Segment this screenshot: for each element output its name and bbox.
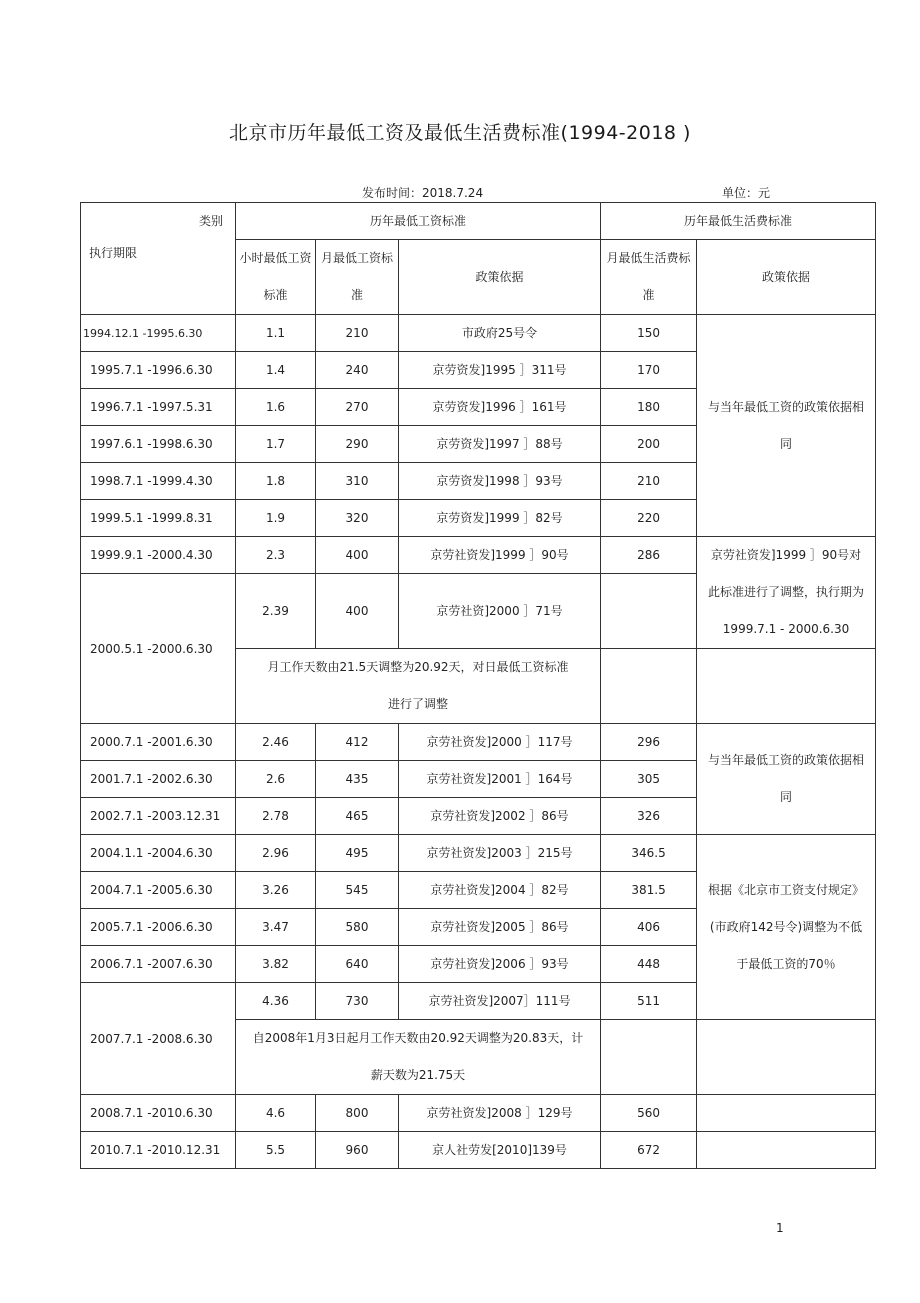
monthly-cell: 545 <box>316 872 399 909</box>
hourly-cell: 2.39 <box>236 574 316 649</box>
period-cell: 1998.7.1 -1999.4.30 <box>81 463 236 500</box>
monthly-cell: 400 <box>316 574 399 649</box>
monthly-cell: 960 <box>316 1132 399 1169</box>
living-policy-cell: 根据《北京市工资支付规定》(市政府142号令)调整为不低于最低工资的70％ <box>697 835 876 1020</box>
living-cell: 672 <box>601 1132 697 1169</box>
policy-cell: 京劳社资发]2008 ］129号 <box>399 1095 601 1132</box>
living-group-header: 历年最低生活费标准 <box>601 203 876 240</box>
monthly-cell: 240 <box>316 352 399 389</box>
living-policy-cell: 与当年最低工资的政策依据相同 <box>697 724 876 835</box>
unit-label: 单位：元 <box>722 186 771 200</box>
period-cell: 2000.5.1 -2000.6.30 <box>81 574 236 724</box>
living-policy-cell: 与当年最低工资的政策依据相同 <box>697 315 876 537</box>
hourly-cell: 1.7 <box>236 426 316 463</box>
wage-table <box>80 202 876 1169</box>
hourly-header: 小时最低工资标准 <box>236 240 316 315</box>
period-cell: 2004.1.1 -2004.6.30 <box>81 835 236 872</box>
policy-cell: 京人社劳发[2010]139号 <box>399 1132 601 1169</box>
hourly-cell: 2.78 <box>236 798 316 835</box>
living-cell: 346.5 <box>601 835 697 872</box>
monthly-cell: 412 <box>316 724 399 761</box>
note-cell: 月工作天数由21.5天调整为20.92天，对日最低工资标准进行了调整 <box>236 649 601 724</box>
policy-cell: 京劳资发]1997 ］88号 <box>399 426 601 463</box>
living-cell: 170 <box>601 352 697 389</box>
hourly-cell: 1.9 <box>236 500 316 537</box>
period-cell: 1995.7.1 -1996.6.30 <box>81 352 236 389</box>
monthly-cell: 730 <box>316 983 399 1020</box>
table-row <box>81 835 876 872</box>
policy-cell: 京劳社资发]2000 ］117号 <box>399 724 601 761</box>
policy-cell: 京劳社资发]2005 ］86号 <box>399 909 601 946</box>
policy-cell: 京劳资发]1995 ］311号 <box>399 352 601 389</box>
living-cell: 381.5 <box>601 872 697 909</box>
note-cell: 自2008年1月3日起月工作天数由20.92天调整为20.83天，计薪天数为21.75天 <box>236 1020 601 1095</box>
hourly-cell: 1.8 <box>236 463 316 500</box>
policy-cell: 市政府25号令 <box>399 315 601 352</box>
living-policy-cell: 京劳社资发]1999 ］90号对此标准进行了调整，执行期为 1999.7.1 - 2000.6.30 <box>697 537 876 649</box>
monthly-cell: 435 <box>316 761 399 798</box>
hourly-cell: 3.82 <box>236 946 316 983</box>
hourly-cell: 3.47 <box>236 909 316 946</box>
table-row <box>81 537 876 574</box>
living-monthly-header: 月最低生活费标准 <box>601 240 697 315</box>
empty-cell <box>697 1020 876 1095</box>
living-cell: 200 <box>601 426 697 463</box>
period-cell: 2008.7.1 -2010.6.30 <box>81 1095 236 1132</box>
hourly-cell: 2.3 <box>236 537 316 574</box>
policy-cell: 京劳社资]2000 ］71号 <box>399 574 601 649</box>
period-label: 执行期限 <box>89 246 138 260</box>
hourly-cell: 1.4 <box>236 352 316 389</box>
hourly-cell: 2.96 <box>236 835 316 872</box>
policy-cell: 京劳社资发]2006 ］93号 <box>399 946 601 983</box>
living-cell: 220 <box>601 500 697 537</box>
publish-time: 发布时间：2018.7.24 <box>362 186 484 200</box>
monthly-cell: 320 <box>316 500 399 537</box>
living-cell: 180 <box>601 389 697 426</box>
period-cell: 1997.6.1 -1998.6.30 <box>81 426 236 463</box>
monthly-cell: 270 <box>316 389 399 426</box>
category-label: 类别 <box>198 214 223 228</box>
living-cell: 210 <box>601 463 697 500</box>
period-cell: 2000.7.1 -2001.6.30 <box>81 724 236 761</box>
policy-cell: 京劳社资发]2002 ］86号 <box>399 798 601 835</box>
corner-header-cell <box>81 203 236 315</box>
hourly-cell: 4.6 <box>236 1095 316 1132</box>
living-cell: 560 <box>601 1095 697 1132</box>
monthly-cell: 290 <box>316 426 399 463</box>
policy-cell: 京劳资发]1996 ］161号 <box>399 389 601 426</box>
empty-cell <box>697 649 876 724</box>
empty-cell <box>601 1020 697 1095</box>
policy-cell: 京劳资发]1998 ］93号 <box>399 463 601 500</box>
policy-cell: 京劳社资发]2003 ］215号 <box>399 835 601 872</box>
monthly-cell: 400 <box>316 537 399 574</box>
period-cell: 2005.7.1 -2006.6.30 <box>81 909 236 946</box>
table-row <box>81 1132 876 1169</box>
hourly-cell: 2.46 <box>236 724 316 761</box>
period-cell: 1994.12.1 -1995.6.30 <box>81 315 236 352</box>
policy-cell: 京劳资发]1999 ］82号 <box>399 500 601 537</box>
monthly-cell: 495 <box>316 835 399 872</box>
period-cell: 2001.7.1 -2002.6.30 <box>81 761 236 798</box>
living-policy-header: 政策依据 <box>697 240 876 315</box>
period-cell: 2004.7.1 -2005.6.30 <box>81 872 236 909</box>
page-number: 1 <box>776 1221 784 1235</box>
period-cell: 2010.7.1 -2010.12.31 <box>81 1132 236 1169</box>
hourly-cell: 3.26 <box>236 872 316 909</box>
living-cell: 406 <box>601 909 697 946</box>
page-title: 北京市历年最低工资及最低生活费标准(1994-2018 ) <box>229 122 691 144</box>
period-cell: 1999.9.1 -2000.4.30 <box>81 537 236 574</box>
period-cell: 2002.7.1 -2003.12.31 <box>81 798 236 835</box>
monthly-cell: 210 <box>316 315 399 352</box>
hourly-cell: 2.6 <box>236 761 316 798</box>
table-row <box>81 1095 876 1132</box>
living-cell: 511 <box>601 983 697 1020</box>
hourly-cell: 5.5 <box>236 1132 316 1169</box>
living-cell: 150 <box>601 315 697 352</box>
living-cell: 286 <box>601 537 697 574</box>
monthly-header: 月最低工资标准 <box>316 240 399 315</box>
period-cell: 1996.7.1 -1997.5.31 <box>81 389 236 426</box>
monthly-cell: 580 <box>316 909 399 946</box>
policy-cell: 京劳社资发]1999 ］90号 <box>399 537 601 574</box>
policy-cell: 京劳社资发]2007］111号 <box>399 983 601 1020</box>
living-cell: 448 <box>601 946 697 983</box>
living-cell <box>601 574 697 649</box>
wage-group-header: 历年最低工资标准 <box>236 203 601 240</box>
period-cell: 2007.7.1 -2008.6.30 <box>81 983 236 1095</box>
monthly-cell: 310 <box>316 463 399 500</box>
policy-cell: 京劳社资发]2004 ］82号 <box>399 872 601 909</box>
living-cell: 305 <box>601 761 697 798</box>
monthly-cell: 800 <box>316 1095 399 1132</box>
empty-cell <box>601 649 697 724</box>
hourly-cell: 4.36 <box>236 983 316 1020</box>
period-cell: 1999.5.1 -1999.8.31 <box>81 500 236 537</box>
empty-cell <box>697 1095 876 1132</box>
policy-header: 政策依据 <box>399 240 601 315</box>
period-cell: 2006.7.1 -2007.6.30 <box>81 946 236 983</box>
monthly-cell: 640 <box>316 946 399 983</box>
empty-cell <box>697 1132 876 1169</box>
hourly-cell: 1.1 <box>236 315 316 352</box>
table-row <box>81 724 876 761</box>
table-row <box>81 315 876 352</box>
monthly-cell: 465 <box>316 798 399 835</box>
living-cell: 296 <box>601 724 697 761</box>
living-cell: 326 <box>601 798 697 835</box>
policy-cell: 京劳社资发]2001 ］164号 <box>399 761 601 798</box>
hourly-cell: 1.6 <box>236 389 316 426</box>
